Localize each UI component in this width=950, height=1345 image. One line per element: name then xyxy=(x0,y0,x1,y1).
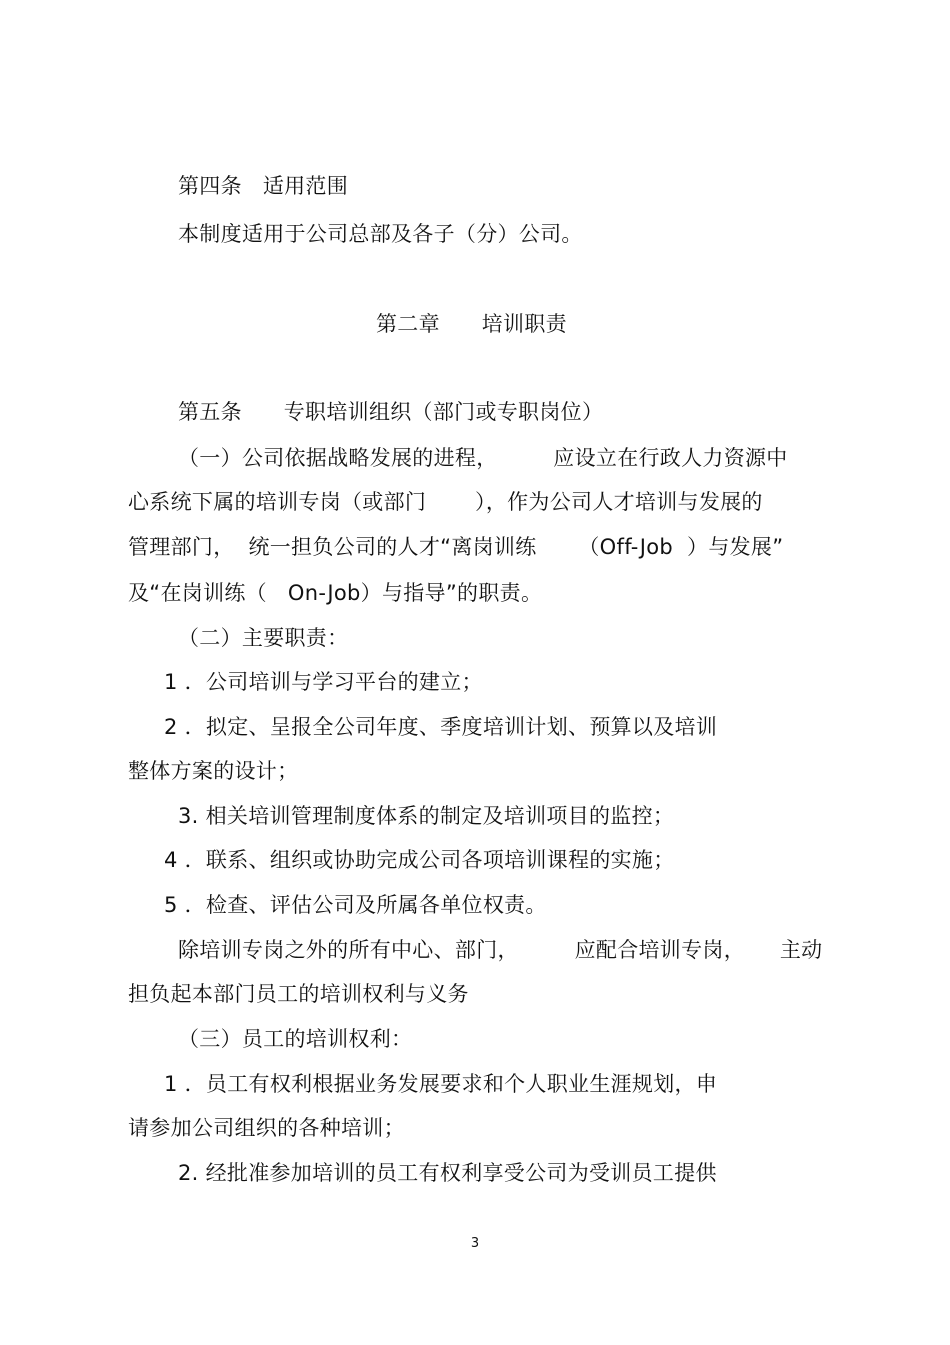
paragraph-line: 心系统下属的培训专岗（或部门 ），作为公司人才培训与发展的 xyxy=(128,490,763,514)
list-item: 1 ．公司培训与学习平台的建立； xyxy=(164,670,483,694)
page-number: 3 xyxy=(470,1236,480,1251)
paragraph-line: （一）公司依据战略发展的进程， 应设立在行政人力资源中 xyxy=(178,446,788,470)
section-heading: （二）主要职责： xyxy=(178,626,349,650)
list-item: 5 ．检查、评估公司及所属各单位权责。 xyxy=(164,893,547,917)
list-item: 2. 经批准参加培训的员工有权利享受公司为受训员工提供 xyxy=(178,1161,717,1185)
list-item: 1 ．员工有权利根据业务发展要求和个人职业生涯规划，申 xyxy=(164,1072,718,1096)
paragraph-line: 及“在岗训练（ On-Job）与指导”的职责。 xyxy=(128,581,543,605)
paragraph-line: 担负起本部门员工的培训权利与义务 xyxy=(128,982,469,1006)
list-item: 4 ．联系、组织或协助完成公司各项培训课程的实施； xyxy=(164,848,675,872)
section-heading: （三）员工的培训权利： xyxy=(178,1027,413,1051)
list-item: 3. 相关培训管理制度体系的制定及培训项目的监控； xyxy=(178,804,675,828)
article-4-heading: 第四条 适用范围 xyxy=(178,174,349,198)
list-item: 2 ．拟定、呈报全公司年度、季度培训计划、预算以及培训 xyxy=(164,715,718,739)
list-item-continuation: 整体方案的设计； xyxy=(128,759,299,783)
paragraph-line: 管理部门， 统一担负公司的人才“离岗训练 （Off-Job ）与发展” xyxy=(128,535,784,559)
list-item-continuation: 请参加公司组织的各种培训； xyxy=(128,1116,405,1140)
chapter-2-heading: 第二章 培训职责 xyxy=(376,312,567,336)
article-5-heading: 第五条 专职培训组织（部门或专职岗位） xyxy=(178,400,604,424)
article-4-body: 本制度适用于公司总部及各子（分）公司。 xyxy=(178,222,583,246)
paragraph-line: 除培训专岗之外的所有中心、部门， 应配合培训专岗， 主动 xyxy=(178,938,823,962)
